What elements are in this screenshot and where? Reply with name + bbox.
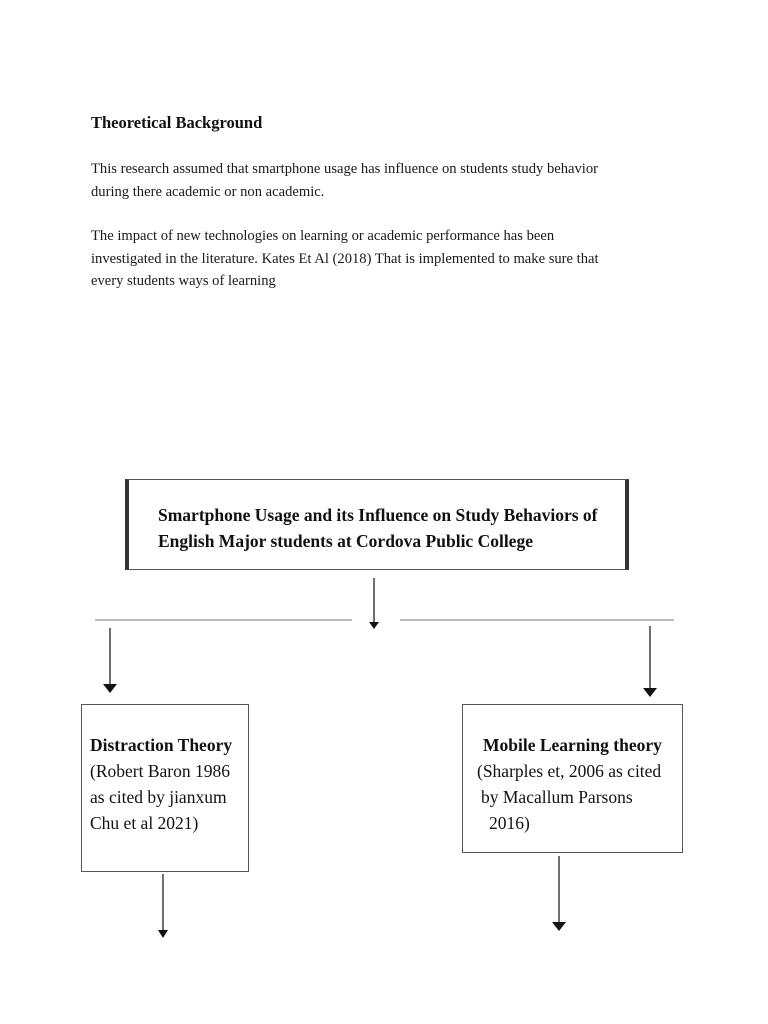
mobile-learning-theory-box [462,704,683,853]
mobile-learning-citation: by Macallum Parsons [481,787,633,807]
paragraph-line: investigated in the literature. Kates Et Al (2018) That is implemented to make sure that [91,250,599,267]
impact-paragraph [91,225,691,293]
paragraph-line: every students ways of learning [91,273,276,289]
paragraph-line: This research assumed that smartphone usage has influence on students study behavior [91,161,598,177]
distraction-theory-citation: as cited by jianxum [90,787,227,807]
main-topic-box [125,479,629,570]
arrowhead-bottom-right [552,922,566,931]
mobile-learning-theory-title: Mobile Learning theory [483,735,662,755]
distraction-theory-title: Distraction Theory [90,735,233,755]
main-box-line: English Major students at Cordova Public College [158,531,533,551]
mobile-learning-citation: 2016) [489,813,530,833]
arrowhead-main [369,622,379,629]
distraction-theory-citation: Chu et al 2021) [90,813,199,833]
distraction-theory-box [81,704,249,872]
mobile-learning-citation: (Sharples et, 2006 as cited [477,761,662,781]
paragraph-line: The impact of new technologies on learning or academic performance has been [91,228,555,244]
intro-paragraph [91,158,691,203]
arrowhead-left [103,684,117,693]
paragraph-line: during there academic or non academic. [91,183,325,200]
distraction-theory-citation: (Robert Baron 1986 [90,761,230,781]
arrowhead-bottom-left [158,930,168,938]
arrowhead-right [643,688,657,697]
page-heading: Theoretical Background [91,113,263,132]
main-box-line: Smartphone Usage and its Influence on Study Behaviors of [158,505,598,525]
